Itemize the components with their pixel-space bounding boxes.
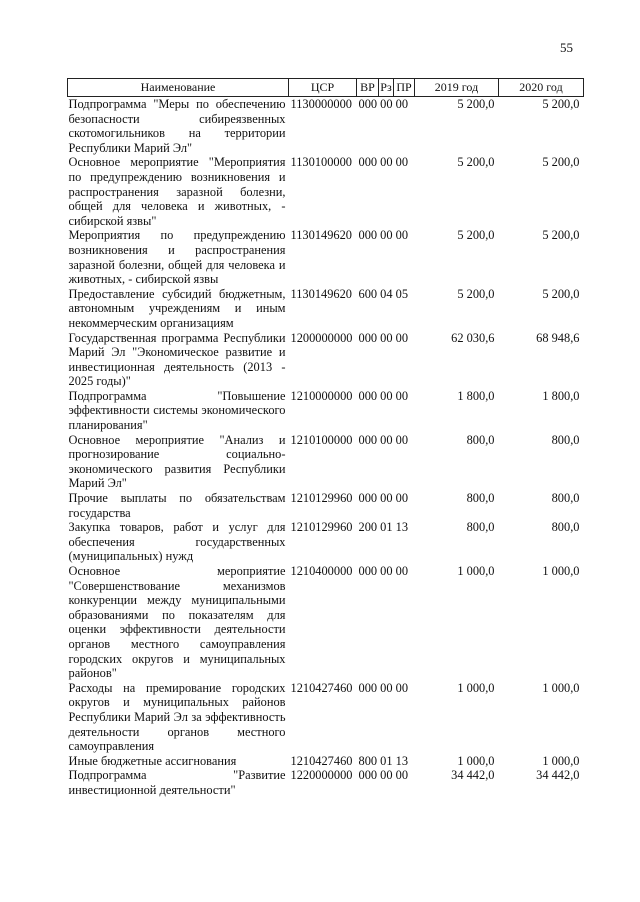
row-value-2020: 800,0 [551, 491, 580, 506]
row-value-2019: 1 000,0 [457, 680, 495, 695]
header-pr: ПР [394, 79, 415, 97]
row-csr: 1130000000 [290, 97, 352, 111]
row-value-2020: 5 200,0 [542, 155, 580, 170]
page-number: 55 [560, 40, 573, 55]
row-csr: 1210427460 [290, 680, 353, 695]
header-2019: 2019 год [415, 79, 499, 97]
row-value-2020: 1 000,0 [542, 564, 580, 578]
row-value-2020: 5 200,0 [542, 228, 580, 243]
row-code: 600 04 05 [358, 286, 409, 301]
row-csr: 1210129960 [290, 520, 353, 535]
table-row [68, 754, 584, 769]
table-body [68, 97, 584, 798]
row-code: 000 00 00 [358, 491, 409, 506]
header-rz: Рз [379, 79, 394, 97]
budget-table [67, 78, 584, 798]
table-row [68, 287, 584, 331]
row-value-2019: 5 200,0 [457, 286, 495, 301]
row-value-2020: 34 442,0 [536, 768, 580, 783]
row-csr: 1130149620 [290, 286, 352, 301]
row-value-2020: 800,0 [551, 520, 580, 535]
row-value-2019: 5 200,0 [457, 228, 495, 243]
row-value-2020: 1 000,0 [542, 753, 580, 768]
row-value-2019: 1 000,0 [457, 753, 495, 768]
row-csr: 1130100000 [290, 155, 352, 170]
row-value-2020: 800,0 [551, 432, 580, 447]
row-value-2019: 34 442,0 [451, 768, 495, 783]
row-value-2020: 5 200,0 [542, 286, 580, 301]
row-name: Подпрограмма "Развитие инвестиционной деятельности" [68, 768, 286, 797]
row-csr: 1210400000 [290, 564, 353, 578]
row-value-2019: 5 200,0 [457, 97, 495, 111]
row-value-2019: 800,0 [466, 432, 495, 447]
row-value-2019: 1 800,0 [457, 388, 495, 403]
row-name: Основное мероприятие "Анализ и прогнозирование социально-экономического развития Республики Марий Эл" [68, 432, 286, 491]
row-code: 000 00 00 [358, 564, 409, 578]
row-code: 000 00 00 [358, 330, 409, 345]
row-value-2020: 5 200,0 [542, 97, 580, 111]
row-csr: 1220000000 [290, 768, 353, 783]
row-value-2019: 1 000,0 [457, 564, 495, 578]
row-code: 000 00 00 [358, 432, 409, 447]
header-2020: 2020 год [499, 79, 584, 97]
table-row [68, 520, 584, 564]
row-csr: 1210427460 [290, 753, 353, 768]
row-name: Основное мероприятие "Совершенствование механизмов конкуренции между муниципальными образованиями по показателям для оценки эффективности деятельности органов местного самоуправления городских округов и муниципальных районов" [68, 564, 286, 681]
header-csr: ЦСР [289, 79, 357, 97]
row-name: Расходы на премирование городских округов и муниципальных районов Республики Марий Эл за эффективность деятельности органов местного самоуправления [68, 680, 286, 754]
table-row [68, 228, 584, 286]
row-code: 000 00 00 [358, 155, 409, 170]
row-code: 000 00 00 [358, 97, 409, 111]
row-name: Прочие выплаты по обязательствам государства [68, 491, 286, 520]
table-row [68, 155, 584, 228]
row-name: Подпрограмма "Повышение эффективности системы экономического планирования" [68, 388, 286, 433]
row-value-2020: 1 800,0 [542, 388, 580, 403]
row-csr: 1130149620 [290, 228, 352, 243]
row-value-2019: 800,0 [466, 520, 495, 535]
row-value-2019: 5 200,0 [457, 155, 495, 170]
table-row [68, 331, 584, 389]
row-name: Иные бюджетные ассигнования [68, 753, 237, 768]
header-vr: ВР [357, 79, 379, 97]
table-header [68, 79, 584, 97]
row-csr: 1210000000 [290, 388, 353, 403]
row-code: 200 01 13 [358, 520, 409, 535]
row-value-2019: 800,0 [466, 491, 495, 506]
row-code: 000 00 00 [358, 228, 409, 243]
row-code: 000 00 00 [358, 680, 409, 695]
row-name: Подпрограмма "Меры по обеспечению безопасности сибиреязвенных скотомогильников на территории Республики Марий Эл" [68, 97, 286, 155]
table-row [68, 97, 584, 156]
row-code: 800 01 13 [358, 753, 409, 768]
table-row [68, 768, 584, 797]
row-csr: 1210129960 [290, 491, 353, 506]
row-name: Мероприятия по предупреждению возникновения и распространения заразной болезни, общей для человека и животных, - сибирской язвы [68, 228, 286, 287]
row-csr: 1210100000 [290, 432, 353, 447]
table-row [68, 681, 584, 754]
row-value-2020: 68 948,6 [536, 330, 580, 345]
row-value-2020: 1 000,0 [542, 680, 580, 695]
row-name: Государственная программа Республики Марий Эл "Экономическое развитие и инвестиционная деятельность (2013 - 2025 годы)" [68, 330, 286, 389]
table-row [68, 564, 584, 681]
row-value-2019: 62 030,6 [451, 330, 495, 345]
row-name: Закупка товаров, работ и услуг для обеспечения государственных (муниципальных) нужд [68, 520, 286, 564]
row-name: Предоставление субсидий бюджетным, автономным учреждениям и иным некоммерческим организациям [68, 286, 286, 330]
row-code: 000 00 00 [358, 388, 409, 403]
row-name: Основное мероприятие "Мероприятия по предупреждению возникновения и распространения заразной болезни, общей для человека и животных, - сибирской язвы" [68, 155, 286, 228]
row-code: 000 00 00 [358, 768, 409, 783]
header-name: Наименование [68, 79, 289, 97]
table-row [68, 491, 584, 520]
table-row [68, 389, 584, 433]
row-csr: 1200000000 [290, 330, 353, 345]
table-row [68, 433, 584, 491]
